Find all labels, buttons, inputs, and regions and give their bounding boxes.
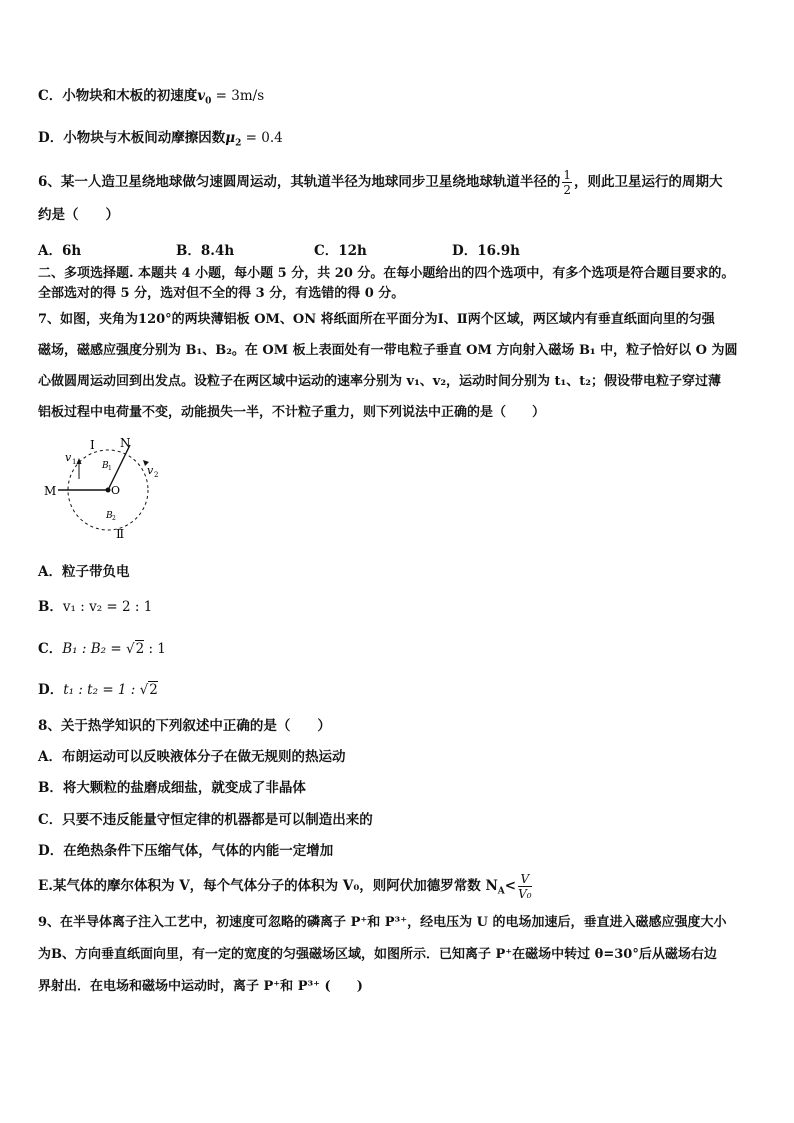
point-o [106, 488, 111, 493]
q5-option-d: D．小物块与木板间动摩擦因数$\mu_2 = 0.4$ [38, 130, 283, 149]
label-v1: v [65, 451, 72, 464]
q7-option-c: C．B₁ : B₂ = √2 : 1 [38, 641, 166, 657]
q5-option-c: C．小物块和木板的初速度$v_0 = 3m/s$ [38, 88, 265, 107]
q6-stem-line2: 约是（ ） [38, 207, 119, 223]
label-o: O [111, 484, 121, 497]
q7-stem-line3: 心做圆周运动回到出发点。设粒子在两区域中运动的速率分别为 v₁、v₂，运动时间分别为 t₁、t₂；假设带电粒子穿过薄 [38, 374, 721, 389]
section2-heading-line1: 二、多项选择题. 本题共 4 小题，每小题 5 分，共 20 分。在每小题给出的四个选项中，有多个选项是符合题目要求的。 [38, 266, 735, 281]
label-v2-sub: 2 [154, 471, 159, 479]
label-region-i: Ⅰ [90, 438, 95, 452]
q7-option-a: A．粒子带负电 [38, 564, 130, 580]
q6-option-d: D．16.9h [452, 243, 520, 259]
q6-option-b: B．8.4h [176, 243, 235, 259]
q7-stem-line4: 铝板过程中电荷量不变，动能损失一半，不计粒子重力，则下列说法中正确的是（ ） [38, 405, 546, 420]
label-b2: B [106, 511, 113, 521]
label-b1-sub: 1 [108, 465, 112, 472]
q7-option-b: B．v₁ : v₂ = 2 : 1 [38, 599, 153, 615]
label-b1: B [102, 461, 109, 471]
q7-stem-line1: 7、如图，夹角为120°的两块薄铝板 OM、ON 将纸面所在平面分为Ⅰ、Ⅱ两个区域，两区域内有垂直纸面向里的匀强 [38, 312, 715, 327]
section2-heading-line2: 全部选对的得 5 分，选对但不全的得 3 分，有选错的得 0 分。 [38, 286, 405, 301]
q8-option-c: C．只要不违反能量守恒定律的机器都是可以制造出来的 [38, 812, 373, 828]
label-n: N [120, 436, 131, 450]
q7-magnetic-field-figure [38, 432, 168, 542]
q6-stem-line1: 6、某一人造卫星绕地球做匀速圆周运动，其轨道半径为地球同步卫星绕地球轨道半径的 $\frac{1}{2}$ ，则此卫星运行的周期大 [38, 168, 723, 197]
q9-stem-line3: 界射出．在电场和磁场中运动时，离子 P⁺和 P³⁺ ( ) [38, 979, 363, 994]
q9-stem-line2: 为B、方向垂直纸面向里，有一定的宽度的匀强磁场区域，如图所示．已知离子 P⁺在磁场中转过 θ=30°后从磁场右边 [38, 947, 717, 962]
q8-option-e: E.某气体的摩尔体积为 V，每个气体分子的体积为 V₀，则阿伏加德罗常数 $N_A<$ $\frac{V}{\text{V₀}}$ [38, 872, 532, 901]
q6-option-c: C．12h [314, 243, 367, 259]
q8-option-b: B．将大颗粒的盐磨成细盐，就变成了非晶体 [38, 780, 306, 796]
q6-option-a: A．6h [38, 243, 82, 259]
label-b2-sub: 2 [112, 515, 116, 522]
q8-option-a: A．布朗运动可以反映液体分子在做无规则的热运动 [38, 749, 346, 765]
label-v2: v [147, 464, 154, 477]
q9-stem-line1: 9、在半导体离子注入工艺中，初速度可忽略的磷离子 P⁺和 P³⁺，经电压为 U 的电场加速后，垂直进入磁感应强度大小 [38, 915, 727, 930]
q7-stem-line2: 磁场，磁感应强度分别为 B₁、B₂。在 OM 板上表面处有一带电粒子垂直 OM 方向射入磁场 B₁ 中，粒子恰好以 O 为圆 [38, 343, 738, 358]
q8-stem: 8、关于热学知识的下列叙述中正确的是（ ） [38, 718, 331, 734]
label-region-ii: Ⅱ [116, 527, 125, 541]
label-m: M [44, 484, 57, 498]
q7-option-d: D．t₁ : t₂ = 1 : √2 [38, 682, 158, 698]
label-v1-sub: 1 [72, 458, 77, 466]
q8-option-d: D．在绝热条件下压缩气体，气体的内能一定增加 [38, 843, 334, 859]
